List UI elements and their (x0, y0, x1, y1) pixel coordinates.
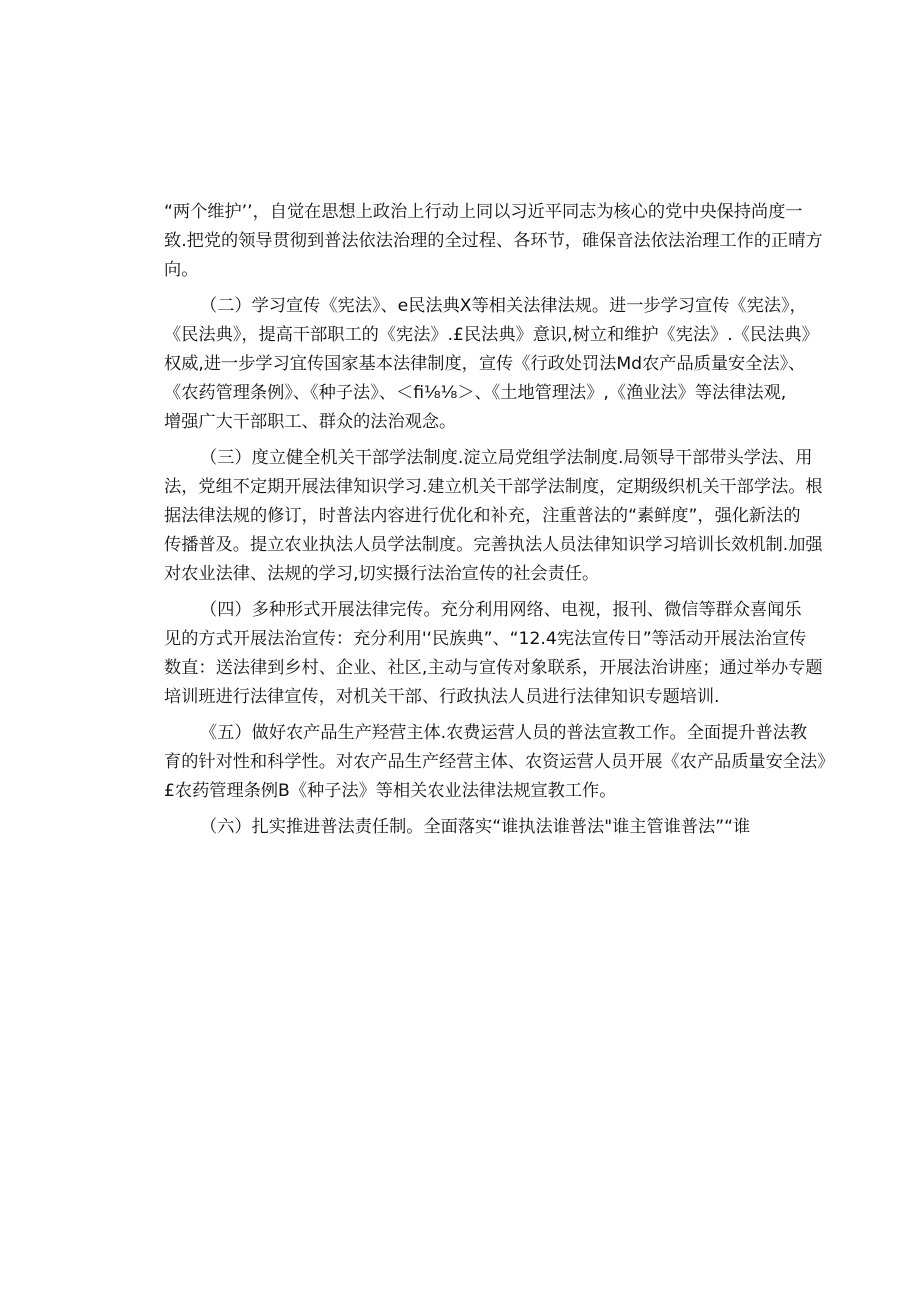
text-line: 《民法典》，提高干部职工的《宪法》.£民法典》意识,树立和维护《宪法》.《民法典》 (164, 325, 819, 345)
paragraph-responsibility (164, 813, 756, 842)
text-line: 数直：送法律到乡村、企业、社区,主动与宣传对象联系，开展法治讲座；通过举办专题 (164, 658, 823, 678)
paragraph-producers (164, 719, 835, 806)
text-line: 权威,进一步学习宜传国家基本法律制度，宣传《行政处罚法Md农产品质量安全法》、 (164, 354, 806, 374)
text-line: 据法律法规的修订，时普法内容进行优化和补充，注重普法的“素鲜度”，强化新法的 (164, 506, 801, 526)
text-line: 增强广大干部职工、群众的法治观念。 (164, 412, 457, 432)
text-line: £农药管理条例B《种子法》等相关农业法律法规宣教工作。 (164, 781, 617, 801)
text-line: 培训班进行法律宣传，对机关干部、行政执法人员进行法律知识专题培训. (164, 687, 720, 707)
text-line: 见的方式开展法治宣传：充分利用'‘民族典”、“12.4宪法宣传日”等活动开展法治宣传 (164, 629, 807, 649)
text-line: （二）学习宣传《宪法》、e民法典X等相关法律法规。进一步学习宣传《宪法》， (200, 296, 807, 316)
text-line: （六）扎实推进普法责任制。全面落实“谁执法谁普法"谁主管谁普法”“谁 (200, 817, 751, 837)
text-line: “两个维护’’，自觉在思想上政治上行动上同以习近平同志为核心的党中央保持尚度一 (164, 202, 803, 222)
text-line: 《农药管理条例》、《种子法》、＜fi⅛⅛＞、《土地管理法》,《渔业法》等法律法观, (164, 383, 787, 403)
paragraph-law-publicity (164, 292, 819, 437)
text-line: 向。 (164, 260, 199, 280)
paragraph-intro (164, 198, 823, 285)
text-line: 法，党组不定期开展法律知识学习.建立机关干部学法制度，定期级织机关干部学法。根 (164, 477, 823, 497)
text-line: （三）度立健全机关干部学法制度.淀立局党组学法制度.局领导干部带头学法、用 (200, 448, 813, 468)
text-line: 育的针对性和科学性。对农产品生产经营主体、农资运营人员开展《农产品质量安全法》 (164, 752, 835, 772)
text-line: 对农业法律、法规的学习,切实摄行法治宣传的社会责任。 (164, 564, 600, 584)
paragraph-study-system (164, 444, 823, 589)
document-body (164, 198, 835, 842)
text-line: 《五）做好农产品生产羟营主体.农费运营人员的普法宣教工作。全面提升普法教 (200, 723, 808, 743)
paragraph-diverse-forms (164, 596, 823, 712)
text-line: 传播普及。提立农业执法人员学法制度。完善执法人员法律知识学习培训长效机制.加强 (164, 535, 823, 555)
text-line: （四）多种形式开展法律完传。充分利用网络、电视，报刊、微信等群众喜闻乐 (200, 600, 802, 620)
text-line: 致.把党的领导贯彻到普法依法治理的全过程、各环节，碓保音法依法治理工作的正晴方 (164, 231, 823, 251)
